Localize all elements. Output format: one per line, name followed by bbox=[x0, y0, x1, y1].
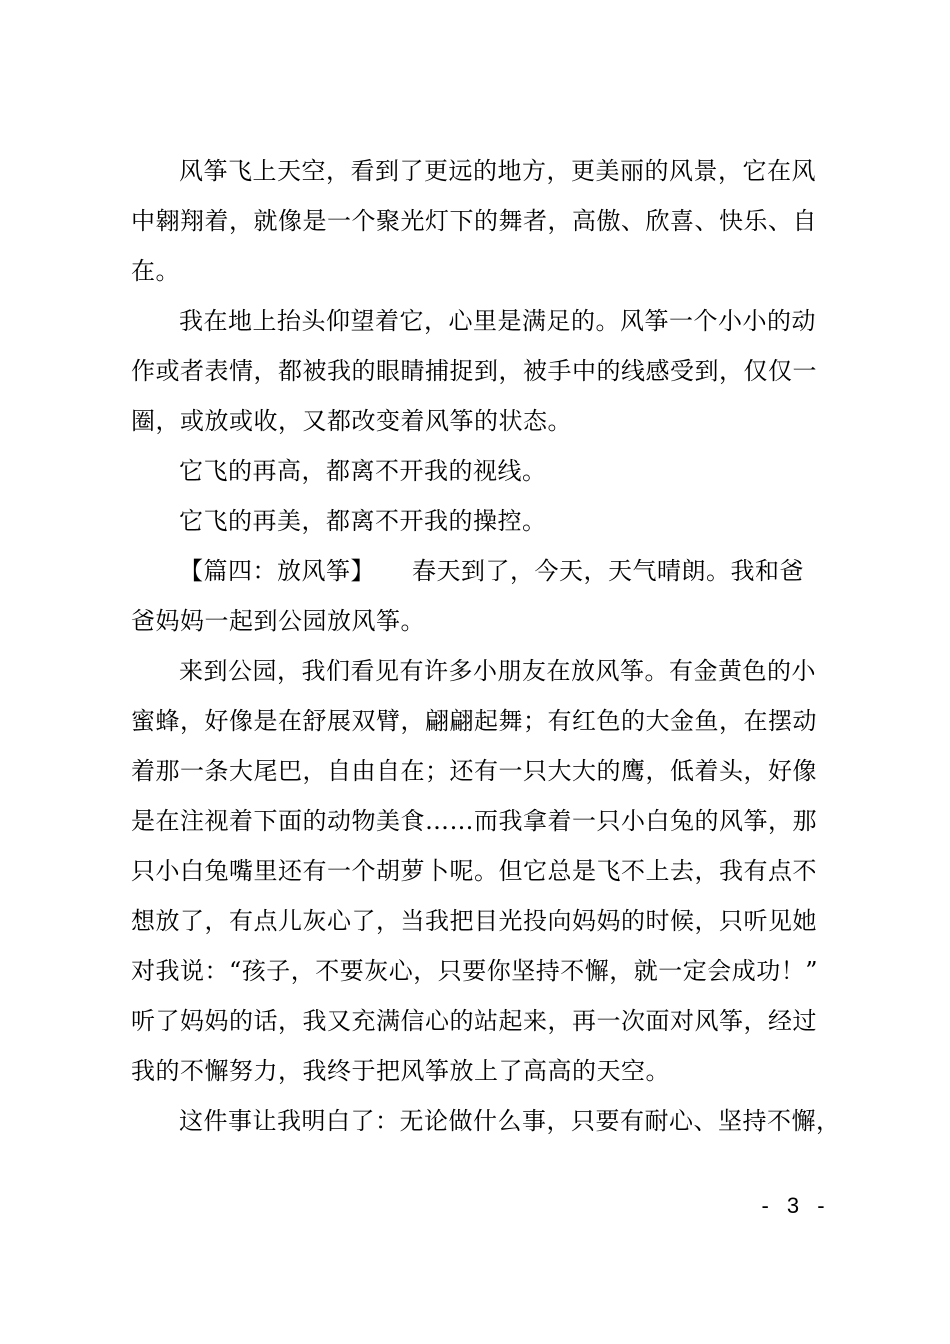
paragraph-line: 中翱翔着，就像是一个聚光灯下的舞者，高傲、欣喜、快乐、自 bbox=[131, 207, 817, 235]
paragraph-4 bbox=[131, 496, 841, 546]
paragraph-line: 它飞的再美，都离不开我的操控。 bbox=[179, 507, 547, 535]
paragraph-line: 我在地上抬头仰望着它，心里是满足的。风筝一个小小的动 bbox=[179, 307, 816, 335]
paragraph-line: 听了妈妈的话，我又充满信心的站起来，再一次面对风筝，经过 bbox=[131, 1007, 817, 1035]
paragraph-line: 想放了，有点儿灰心了，当我把目光投向妈妈的时候，只听见她 bbox=[131, 907, 817, 935]
paragraph-line: 是在注视着下面的动物美食……而我拿着一只小白兔的风筝，那 bbox=[131, 807, 817, 835]
paragraph-5 bbox=[131, 546, 841, 646]
paragraph-7 bbox=[131, 1096, 841, 1146]
paragraph-line: 风筝飞上天空，看到了更远的地方，更美丽的风景，它在风 bbox=[179, 157, 816, 185]
paragraph-line: 对我说：“孩子，不要灰心，只要你坚持不懈，就一定会成功！” bbox=[131, 957, 819, 985]
paragraph-line: 在。 bbox=[131, 257, 180, 285]
paragraph-line: 蜜蜂，好像是在舒展双臂，翩翩起舞；有红色的大金鱼，在摆动 bbox=[131, 707, 817, 735]
paragraph-line: 它飞的再高，都离不开我的视线。 bbox=[179, 457, 547, 485]
paragraph-6 bbox=[131, 646, 841, 1096]
page-number: - 3 - bbox=[761, 1193, 831, 1218]
paragraph-1 bbox=[131, 146, 841, 296]
paragraph-line: 【篇四：放风筝】 春天到了，今天，天气晴朗。我和爸 bbox=[179, 557, 804, 585]
paragraph-line: 我的不懈努力，我终于把风筝放上了高高的天空。 bbox=[131, 1057, 670, 1085]
paragraph-line: 作或者表情，都被我的眼睛捕捉到，被手中的线感受到，仅仅一 bbox=[131, 357, 817, 385]
paragraph-2 bbox=[131, 296, 841, 446]
paragraph-line: 圈，或放或收，又都改变着风筝的状态。 bbox=[131, 407, 572, 435]
paragraph-line: 只小白兔嘴里还有一个胡萝卜呢。但它总是飞不上去，我有点不 bbox=[131, 857, 817, 885]
paragraph-line: 来到公园，我们看见有许多小朋友在放风筝。有金黄色的小 bbox=[179, 657, 816, 685]
paragraph-3 bbox=[131, 446, 841, 496]
paragraph-line: 这件事让我明白了：无论做什么事，只要有耐心、坚持不懈， bbox=[179, 1107, 841, 1135]
paragraph-line: 着那一条大尾巴，自由自在；还有一只大大的鹰，低着头，好像 bbox=[131, 757, 817, 785]
paragraph-line: 爸妈妈一起到公园放风筝。 bbox=[131, 607, 425, 635]
